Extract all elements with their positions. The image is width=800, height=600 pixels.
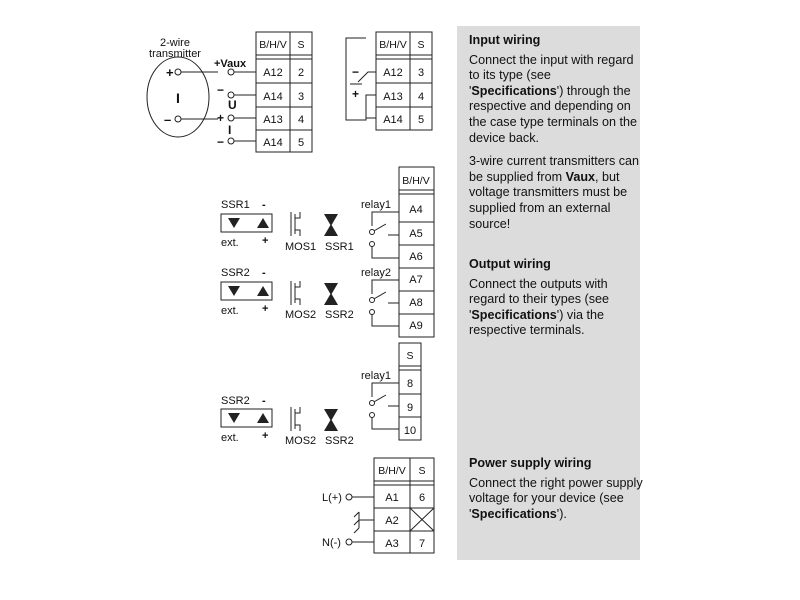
output2-cell: 9 bbox=[406, 402, 414, 414]
input-wiring-text-1: Connect the input with regard to its type (see 'Specifications') through the respective and depending on the case type terminals on the device back. bbox=[469, 52, 638, 145]
ssr2-label-2: SSR2 bbox=[221, 395, 250, 407]
input1-s-cell: 5 bbox=[297, 137, 305, 149]
input2-s-cell: 5 bbox=[417, 114, 425, 126]
power-header-s: S bbox=[418, 465, 426, 477]
input2-cell: A13 bbox=[383, 91, 403, 103]
source-minus: − bbox=[352, 65, 360, 79]
ssr1-plus: + bbox=[262, 235, 269, 247]
input1-s-cell: 2 bbox=[297, 67, 305, 79]
power-cell: A3 bbox=[385, 538, 399, 550]
source-plus: + bbox=[352, 87, 360, 101]
power-s-cell: 6 bbox=[418, 492, 426, 504]
mos2-symbol bbox=[291, 281, 300, 305]
mos1-symbol bbox=[291, 212, 300, 236]
transmitter-minus-terminal bbox=[175, 116, 181, 122]
mos2-label-2: MOS2 bbox=[285, 435, 317, 447]
input-wiring-title: Input wiring bbox=[469, 33, 541, 47]
output-wiring-text: Connect the outputs with regard to their types (see 'Specifications') via the respective terminals. bbox=[469, 276, 610, 338]
ssr2-ext-label: ext. bbox=[221, 305, 239, 317]
output1-header-bhv: B/H/V bbox=[402, 175, 430, 187]
output1-cell: A6 bbox=[409, 251, 423, 263]
vaux-label: +Vaux bbox=[214, 58, 247, 70]
ssr1-ext-label: ext. bbox=[221, 237, 239, 249]
input1-cell: A12 bbox=[263, 67, 283, 79]
input1-s-cell: 4 bbox=[297, 114, 305, 126]
ssr2b-minus: - bbox=[262, 395, 266, 407]
ground-icon bbox=[354, 512, 374, 533]
output-wiring-title: Output wiring bbox=[469, 257, 551, 271]
voltage-source-contact bbox=[358, 72, 376, 82]
power-l-label: L(+) bbox=[322, 492, 342, 504]
output2-cell: 10 bbox=[403, 425, 417, 437]
ssr1-led-icon bbox=[257, 218, 269, 228]
ssr1-label: SSR1 bbox=[221, 199, 250, 211]
transmitter-label-2: transmitter bbox=[149, 48, 201, 60]
output1-cell: A7 bbox=[409, 274, 423, 286]
input1-s-cell: 3 bbox=[297, 91, 305, 103]
ssr2-ext-label-2: ext. bbox=[221, 432, 239, 444]
ssr2b-plus: + bbox=[262, 430, 269, 442]
ssr2-led-icon bbox=[257, 286, 269, 296]
ssr1-symbol bbox=[324, 224, 338, 236]
input2-cell: A12 bbox=[383, 67, 403, 79]
in1-symbol-u: U bbox=[228, 98, 237, 112]
input2-cell: A14 bbox=[383, 114, 403, 126]
ssr1-out-label: SSR1 bbox=[325, 241, 354, 253]
output1-cell: A8 bbox=[409, 297, 423, 309]
mos2-symbol-2 bbox=[291, 407, 300, 431]
transmitter-current-symbol: I bbox=[176, 90, 180, 106]
input1-header-s: S bbox=[297, 39, 305, 51]
power-wiring-title: Power supply wiring bbox=[469, 456, 592, 470]
input2-s-cell: 4 bbox=[417, 91, 425, 103]
mos2-label: MOS2 bbox=[285, 309, 317, 321]
ssr2-symbol-2 bbox=[324, 419, 338, 431]
input-wiring-text-2: 3-wire current transmitters can be supplied from Vaux, but voltage transmitters must be supplied from an external source! bbox=[469, 154, 640, 231]
input1-header-bhv: B/H/V bbox=[259, 39, 287, 51]
power-cell: A2 bbox=[385, 515, 399, 527]
power-wiring-text: Connect the right power supply voltage for your device (see 'Specifications'). bbox=[469, 475, 643, 521]
power-cell: A1 bbox=[385, 492, 399, 504]
in1-symbol-i: I bbox=[228, 123, 232, 137]
ssr1-triac-icon bbox=[228, 218, 240, 228]
ssr1-minus: - bbox=[262, 199, 266, 211]
relay2-label: relay2 bbox=[361, 267, 391, 279]
power-s-cell: 7 bbox=[418, 538, 426, 550]
relay1-label-2: relay1 bbox=[361, 370, 391, 382]
input2-header-bhv: B/H/V bbox=[379, 39, 407, 51]
ssr2-triac-icon bbox=[228, 286, 240, 296]
ssr2-label: SSR2 bbox=[221, 267, 250, 279]
transmitter-plus-terminal bbox=[175, 69, 181, 75]
transmitter-label-1: 2-wire bbox=[160, 37, 190, 49]
in1-symbol-minus: − bbox=[217, 83, 225, 97]
mos1-label: MOS1 bbox=[285, 241, 317, 253]
in1-symbol-minus-2: − bbox=[217, 135, 225, 149]
output1-cell: A5 bbox=[409, 228, 423, 240]
transmitter-plus-sign: + bbox=[166, 65, 174, 80]
input1-cell: A14 bbox=[263, 91, 283, 103]
output1-cell: A4 bbox=[409, 204, 423, 216]
power-header-bhv: B/H/V bbox=[378, 465, 406, 477]
input1-cell: A13 bbox=[263, 114, 283, 126]
input2-header-s: S bbox=[417, 39, 425, 51]
ssr2-minus: - bbox=[262, 267, 266, 279]
transmitter-minus-sign: – bbox=[164, 112, 172, 127]
in1-symbol-plus: + bbox=[217, 111, 225, 125]
relay1-label: relay1 bbox=[361, 199, 391, 211]
output2-header-s: S bbox=[406, 350, 414, 362]
power-n-label: N(-) bbox=[322, 537, 341, 549]
ssr2-out-label-2: SSR2 bbox=[325, 435, 354, 447]
ssr2-symbol bbox=[324, 293, 338, 305]
input1-cell: A14 bbox=[263, 137, 283, 149]
ssr2-plus: + bbox=[262, 303, 269, 315]
output1-cell: A9 bbox=[409, 320, 423, 332]
output2-cell: 8 bbox=[406, 378, 414, 390]
input2-s-cell: 3 bbox=[417, 67, 425, 79]
ssr2-out-label: SSR2 bbox=[325, 309, 354, 321]
